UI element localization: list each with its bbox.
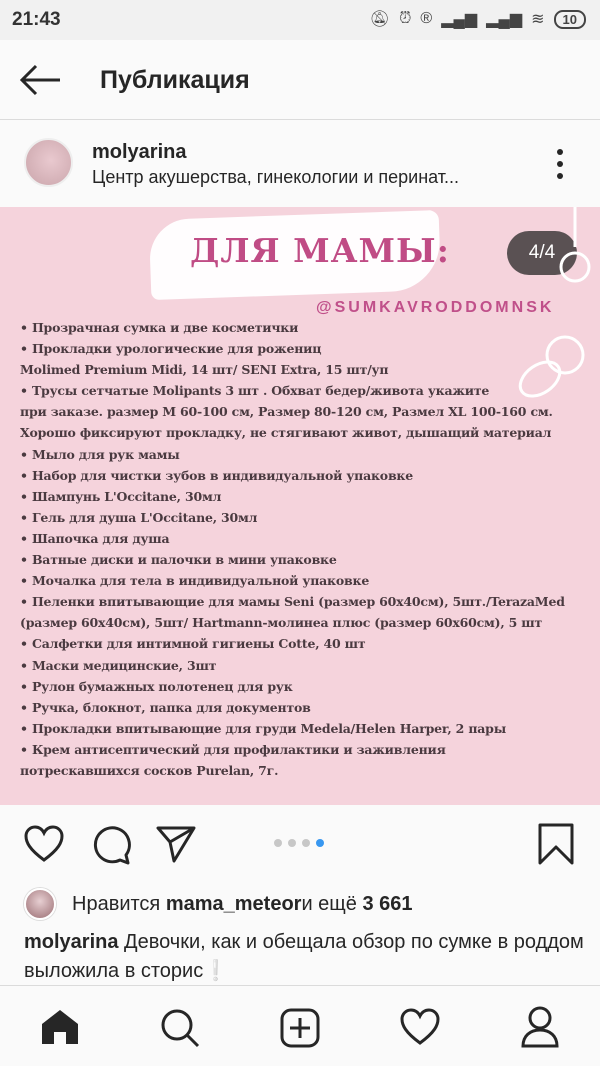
profile-icon[interactable] bbox=[520, 1006, 560, 1048]
status-bar bbox=[0, 0, 600, 40]
exclamation-emoji: ❕ bbox=[203, 960, 229, 982]
list-line: • Мыло для рук мамы bbox=[20, 446, 180, 462]
search-icon[interactable] bbox=[160, 1008, 200, 1048]
likes-count[interactable]: 3 661 bbox=[362, 892, 413, 915]
like-heart-icon[interactable] bbox=[24, 825, 64, 863]
list-line: • Салфетки для интимной гигиены Cotte, 40 шт bbox=[20, 636, 366, 652]
home-icon[interactable] bbox=[40, 1008, 80, 1046]
list-line: • Прозрачная сумка и две косметички bbox=[20, 320, 299, 335]
caption-username[interactable]: molyarina bbox=[24, 931, 119, 953]
list-line: Molimed Premium Midi, 14 шт/ SENI Extra, 15 шт/уп bbox=[20, 362, 389, 378]
list-line: • Набор для чистки зубов в индивидуальной упаковке bbox=[20, 467, 414, 483]
carousel-dot bbox=[288, 839, 296, 847]
list-line: • Шампунь L'Occitane, 30мл bbox=[20, 488, 222, 504]
post-image[interactable] bbox=[0, 207, 600, 805]
caption-text: Девочки, как и обещала обзор по сумке в роддом выложила в сторис bbox=[24, 931, 584, 982]
list-line: • Ватные диски и палочки в мини упаковке bbox=[20, 552, 337, 568]
list-line: • Рулон бумажных полотенец для рук bbox=[20, 678, 293, 694]
list-line: при заказе. размер M 60-100 см, Размер 80-120 см, Размел XL 100-160 см. bbox=[20, 404, 553, 420]
carousel-dot bbox=[302, 839, 310, 847]
list-line: • Маски медицинские, 3шт bbox=[20, 657, 217, 673]
list-line: • Шапочка для душа bbox=[20, 530, 170, 546]
more-options-icon[interactable] bbox=[552, 148, 568, 180]
post-actions bbox=[0, 805, 600, 883]
page-title: Публикация bbox=[100, 66, 250, 94]
app-header bbox=[0, 40, 600, 120]
back-arrow-icon[interactable] bbox=[18, 62, 62, 98]
item-list bbox=[20, 317, 565, 781]
share-send-icon[interactable] bbox=[156, 825, 196, 863]
signal-icon: ▂▄▆ bbox=[441, 11, 478, 28]
list-line: • Пеленки впитывающие для мамы Seni (размер 60х40см), 5шт./TerazaMed bbox=[20, 594, 565, 610]
bookmark-icon[interactable] bbox=[538, 823, 574, 865]
avatar[interactable] bbox=[24, 138, 73, 187]
list-line: • Прокладки впитывающие для груди Medela/Helen Harper, 2 пары bbox=[20, 720, 507, 736]
status-time: 21:43 bbox=[12, 9, 61, 30]
likes-prefix: Нравится bbox=[72, 892, 161, 915]
carousel-dot bbox=[274, 839, 282, 847]
list-line: • Ручка, блокнот, папка для документов bbox=[20, 699, 311, 715]
post-username[interactable]: molyarina bbox=[92, 141, 187, 163]
list-line: • Трусы сетчатые Molipants 3 шт . Обхват бедер/живота укажите bbox=[20, 383, 490, 399]
list-line: Хорошо фиксируют прокладку, не стягивают живот, дышащий материал bbox=[20, 425, 552, 441]
list-line: • Крем антисептический для профилактики и заживления bbox=[20, 741, 446, 757]
bottom-nav bbox=[0, 985, 600, 1066]
list-line: • Гель для душа L'Occitane, 30мл bbox=[20, 509, 258, 525]
image-handle: @SUMKAVRODDOMNSK bbox=[316, 299, 555, 316]
carousel-indicator bbox=[274, 839, 324, 847]
battery-icon: 10 bbox=[554, 10, 586, 29]
likes-row[interactable] bbox=[24, 888, 413, 920]
alarm-icon: ⏰︎ bbox=[398, 10, 412, 27]
status-icons bbox=[370, 9, 586, 29]
list-line: • Прокладки урологические для рожениц bbox=[20, 341, 322, 357]
likes-suffix: и ещё bbox=[301, 892, 357, 915]
registered-icon: ® bbox=[420, 10, 433, 27]
wifi-icon: ≋ bbox=[531, 11, 545, 28]
list-line: потрескавшихся сосков Purelan, 7г. bbox=[20, 762, 279, 778]
activity-heart-icon[interactable] bbox=[400, 1008, 440, 1046]
list-line: • Мочалка для тела в индивидуальной упаковке bbox=[20, 573, 370, 589]
post-location[interactable]: Центр акушерства, гинекологии и перинат... bbox=[92, 167, 460, 187]
new-post-icon[interactable] bbox=[280, 1008, 320, 1048]
carousel-counter: 4/4 bbox=[507, 231, 577, 275]
signal-icon: ▂▄▆ bbox=[486, 11, 523, 28]
liker-avatar bbox=[24, 888, 56, 920]
post-caption bbox=[24, 928, 584, 986]
rattle-icon bbox=[555, 207, 595, 297]
image-title: ДЛЯ МАМЫ: bbox=[190, 231, 450, 270]
mute-icon: 🔕︎ bbox=[369, 11, 390, 28]
carousel-dot-active bbox=[316, 839, 324, 847]
liker-username[interactable]: mama_meteor bbox=[165, 892, 302, 915]
list-line: (размер 60х40см), 5шт/ Hartmann-молинеа плюс (размер 60х60см), 5 шт bbox=[20, 615, 543, 631]
comment-icon[interactable] bbox=[91, 825, 131, 865]
